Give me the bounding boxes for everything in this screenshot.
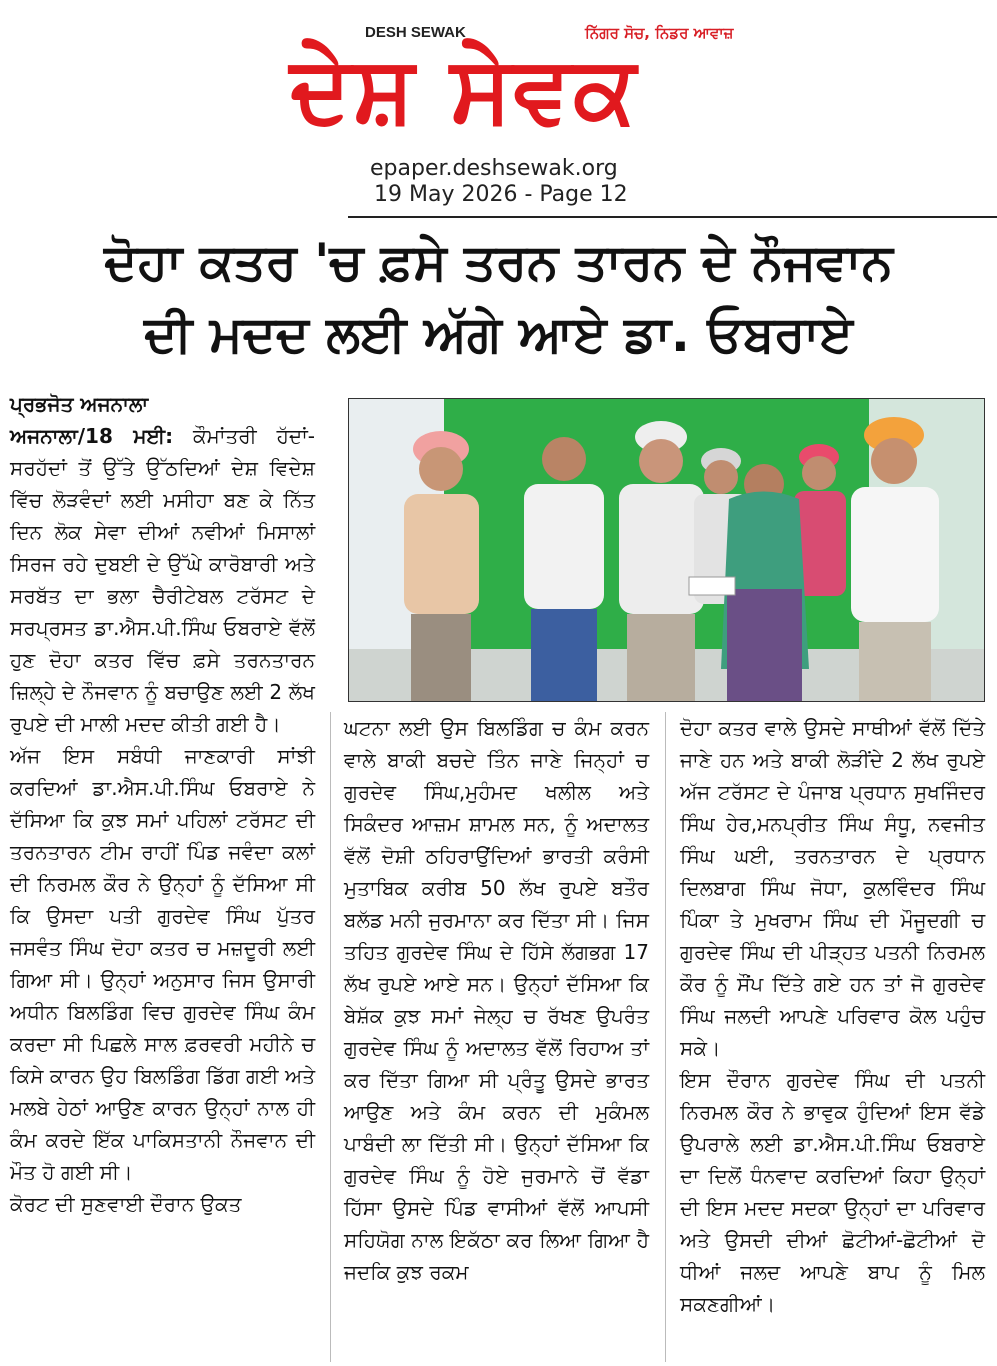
masthead-english-name: DESH SEWAK <box>365 24 466 41</box>
epaper-url: epaper.deshsewak.org <box>370 156 618 181</box>
edition-date-page: 19 May 2026 - Page 12 <box>374 182 628 207</box>
masthead-slogan: ਨਿੱਗਰ ਸੋਚ, ਨਿਡਰ ਆਵਾਜ਼ <box>585 24 734 42</box>
article-column-1 <box>10 388 315 1220</box>
article-column-3 <box>680 712 985 1320</box>
masthead-logo: ਦੇਸ਼ ਸੇਵਕ <box>290 36 638 143</box>
article-paragraph: ਘਟਨਾ ਲਈ ਉਸ ਬਿਲਡਿੰਗ ਚ ਕੰਮ ਕਰਨ ਵਾਲੇ ਬਾਕੀ ਬਚਦੇ ਤਿੰਨ ਜਾਣੇ ਜਿਨ੍ਹਾਂ ਚ ਗੁਰਦੇਵ ਸਿੰਘ,ਮੁਹੰਮਦ ਖਲੀਲ ਅਤੇ ਸਿਕੰਦਰ ਆਜ਼ਮ ਸ਼ਾਮਲ ਸਨ, ਨੂੰ ਅਦਾਲਤ ਵੱਲੋਂ ਦੋਸ਼ੀ ਠਹਿਰਾਉਂਦਿਆਂ ਭਾਰਤੀ ਕਰੰਸੀ ਮੁਤਾਬਿਕ ਕਰੀਬ 50 ਲੱਖ ਰੁਪਏ ਬਤੌਰ ਬਲੱਡ ਮਨੀ ਜੁਰਮਾਨਾ ਕਰ ਦਿੱਤਾ ਸੀ। ਜਿਸ ਤਹਿਤ ਗੁਰਦੇਵ ਸਿੰਘ ਦੇ ਹਿੱਸੇ ਲੱਗਭਗ 17 ਲੱਖ ਰੁਪਏ ਆਏ ਸਨ। ਉਨ੍ਹਾਂ ਦੱਸਿਆ ਕਿ ਬੇਸ਼ੱਕ ਕੁਝ ਸਮਾਂ ਜੇਲ੍ਹ ਚ ਰੱਖਣ ਉਪਰੰਤ ਗੁਰਦੇਵ ਸਿੰਘ ਨੂੰ ਅਦਾਲਤ ਵੱਲੋਂ ਰਿਹਾਅ ਤਾਂ ਕਰ ਦਿੱਤਾ ਗਿਆ ਸੀ ਪ੍ਰੰਤੂ ਉਸਦੇ ਭਾਰਤ ਆਉਣ ਅਤੇ ਕੰਮ ਕਰਨ ਦੀ ਮੁਕੰਮਲ ਪਾਬੰਦੀ ਲਾ ਦਿੱਤੀ ਸੀ। ਉਨ੍ਹਾਂ ਦੱਸਿਆ ਕਿ ਗੁਰਦੇਵ ਸਿੰਘ ਨੂੰ ਹੋਏ ਜੁਰਮਾਨੇ ਚੋਂ ਵੱਡਾ ਹਿੱਸਾ ਉਸਦੇ ਪਿੰਡ ਵਾਸੀਆਂ ਵੱਲੋਂ ਆਪਸੀ ਸਹਿਯੋਗ ਨਾਲ ਇਕੱਠਾ ਕਰ ਲਿਆ ਗਿਆ ਹੈ ਜਦਕਿ ਕੁਝ ਰਕਮ <box>344 716 649 1284</box>
article-paragraph: ਕੋਰਟ ਦੀ ਸੁਣਵਾਈ ਦੌਰਾਨ ਉਕਤ <box>10 1192 242 1216</box>
news-photo <box>348 398 985 702</box>
article-column-2 <box>344 712 649 1288</box>
article-dateline: ਅਜਨਾਲਾ/18 ਮਈ: <box>10 424 174 448</box>
article-paragraph: ਦੋਹਾ ਕਤਰ ਵਾਲੇ ਉਸਦੇ ਸਾਥੀਆਂ ਵੱਲੋਂ ਦਿੱਤੇ ਜਾਣੇ ਹਨ ਅਤੇ ਬਾਕੀ ਲੋੜੀਂਦੇ 2 ਲੱਖ ਰੁਪਏ ਅੱਜ ਟਰੱਸਟ ਦੇ ਪੰਜਾਬ ਪ੍ਰਧਾਨ ਸੁਖਜਿੰਦਰ ਸਿੰਘ ਹੇਰ,ਮਨਪ੍ਰੀਤ ਸਿੰਘ ਸੰਧੂ, ਨਵਜੀਤ ਸਿੰਘ ਘਈ, ਤਰਨਤਾਰਨ ਦੇ ਪ੍ਰਧਾਨ ਦਿਲਬਾਗ ਸਿੰਘ ਜੋਧਾ, ਕੁਲਵਿੰਦਰ ਸਿੰਘ ਪਿੰਕਾ ਤੇ ਮੁਖਰਾਮ ਸਿੰਘ ਦੀ ਮੌਜੂਦਗੀ ਚ ਗੁਰਦੇਵ ਸਿੰਘ ਦੀ ਪੀੜ੍ਹਤ ਪਤਨੀ ਨਿਰਮਲ ਕੌਰ ਨੂੰ ਸੌਂਪ ਦਿੱਤੇ ਗਏ ਹਨ ਤਾਂ ਜੋ ਗੁਰਦੇਵ ਸਿੰਘ ਜਲਦੀ ਆਪਣੇ ਪਰਿਵਾਰ ਕੋਲ ਪਹੁੰਚ ਸਕੇ। <box>680 716 985 1060</box>
masthead-rule <box>348 216 997 218</box>
article-byline: ਪ੍ਰਭਜੋਤ ਅਜਨਾਲਾ <box>10 392 149 416</box>
masthead <box>0 0 997 222</box>
headline-line-2: ਦੀ ਮਦਦ ਲਈ ਅੱਗੇ ਆਏ ਡਾ. ਓਬਰਾਏ <box>144 305 853 363</box>
article-paragraph: ਕੌਮਾਂਤਰੀ ਹੱਦਾਂ-ਸਰਹੱਦਾਂ ਤੋਂ ਉੱਤੇ ਉੱਠਦਿਆਂ ਦੇਸ਼ ਵਿਦੇਸ਼ ਵਿੱਚ ਲੋੜਵੰਦਾਂ ਲਈ ਮਸੀਹਾ ਬਣ ਕੇ ਨਿੱਤ ਦਿਨ ਲੋਕ ਸੇਵਾ ਦੀਆਂ ਨਵੀਆਂ ਮਿਸਾਲਾਂ ਸਿਰਜ ਰਹੇ ਦੁਬਈ ਦੇ ਉੱਘੇ ਕਾਰੋਬਾਰੀ ਅਤੇ ਸਰਬੱਤ ਦਾ ਭਲਾ ਚੈਰੀਟੇਬਲ ਟਰੱਸਟ ਦੇ ਸਰਪ੍ਰਸਤ ਡਾ.ਐਸ.ਪੀ.ਸਿੰਘ ਓਬਰਾਏ ਵੱਲੋਂ ਹੁਣ ਦੋਹਾ ਕਤਰ ਵਿੱਚ ਫ਼ਸੇ ਤਰਨਤਾਰਨ ਜ਼ਿਲ੍ਹੇ ਦੇ ਨੌਜਵਾਨ ਨੂੰ ਬਚਾਉਣ ਲਈ 2 ਲੱਖ ਰੁਪਏ ਦੀ ਮਾਲੀ ਮਦਦ ਕੀਤੀ ਗਈ ਹੈ। <box>10 424 316 736</box>
group-photo-illustration <box>349 399 984 701</box>
column-divider <box>330 712 331 1362</box>
article-paragraph: ਅੱਜ ਇਸ ਸਬੰਧੀ ਜਾਣਕਾਰੀ ਸਾਂਝੀ ਕਰਦਿਆਂ ਡਾ.ਐਸ.ਪੀ.ਸਿੰਘ ਓਬਰਾਏ ਨੇ ਦੱਸਿਆ ਕਿ ਕੁਝ ਸਮਾਂ ਪਹਿਲਾਂ ਟਰੱਸਟ ਦੀ ਤਰਨਤਾਰਨ ਟੀਮ ਰਾਹੀਂ ਪਿੰਡ ਜਵੰਦਾ ਕਲਾਂ ਦੀ ਨਿਰਮਲ ਕੌਰ ਨੇ ਉਨ੍ਹਾਂ ਨੂੰ ਦੱਸਿਆ ਸੀ ਕਿ ਉਸਦਾ ਪਤੀ ਗੁਰਦੇਵ ਸਿੰਘ ਪੁੱਤਰ ਜਸਵੰਤ ਸਿੰਘ ਦੋਹਾ ਕਤਰ ਚ ਮਜ਼ਦੂਰੀ ਲਈ ਗਿਆ ਸੀ। ਉਨ੍ਹਾਂ ਅਨੁਸਾਰ ਜਿਸ ਉਸਾਰੀ ਅਧੀਨ ਬਿਲਡਿੰਗ ਵਿਚ ਗੁਰਦੇਵ ਸਿੰਘ ਕੰਮ ਕਰਦਾ ਸੀ ਪਿਛਲੇ ਸਾਲ ਫ਼ਰਵਰੀ ਮਹੀਨੇ ਚ ਕਿਸੇ ਕਾਰਨ ਉਹ ਬਿਲਡਿੰਗ ਡਿੱਗ ਗਈ ਅਤੇ ਮਲਬੇ ਹੇਠਾਂ ਆਉਣ ਕਾਰਨ ਉਨ੍ਹਾਂ ਨਾਲ ਹੀ ਕੰਮ ਕਰਦੇ ਇੱਕ ਪਾਕਿਸਤਾਨੀ ਨੌਜਵਾਨ ਦੀ ਮੌਤ ਹੋ ਗਈ ਸੀ। <box>10 744 315 1184</box>
column-divider <box>665 712 666 1362</box>
headline-line-1: ਦੋਹਾ ਕਤਰ 'ਚ ਫ਼ਸੇ ਤਰਨ ਤਾਰਨ ਦੇ ਨੌਜਵਾਨ <box>104 233 893 291</box>
headline <box>0 226 997 370</box>
article-paragraph: ਇਸ ਦੌਰਾਨ ਗੁਰਦੇਵ ਸਿੰਘ ਦੀ ਪਤਨੀ ਨਿਰਮਲ ਕੌਰ ਨੇ ਭਾਵੁਕ ਹੁੰਦਿਆਂ ਇਸ ਵੱਡੇ ਉਪਰਾਲੇ ਲਈ ਡਾ.ਐਸ.ਪੀ.ਸਿੰਘ ਓਬਰਾਏ ਦਾ ਦਿਲੋਂ ਧੰਨਵਾਦ ਕਰਦਿਆਂ ਕਿਹਾ ਉਨ੍ਹਾਂ ਦੀ ਇਸ ਮਦਦ ਸਦਕਾ ਉਨ੍ਹਾਂ ਦਾ ਪਰਿਵਾਰ ਅਤੇ ਉਸਦੀ ਦੀਆਂ ਛੋਟੀਆਂ-ਛੋਟੀਆਂ ਦੋ ਧੀਆਂ ਜਲਦ ਆਪਣੇ ਬਾਪ ਨੂੰ ਮਿਲ ਸਕਣਗੀਆਂ। <box>680 1068 985 1316</box>
